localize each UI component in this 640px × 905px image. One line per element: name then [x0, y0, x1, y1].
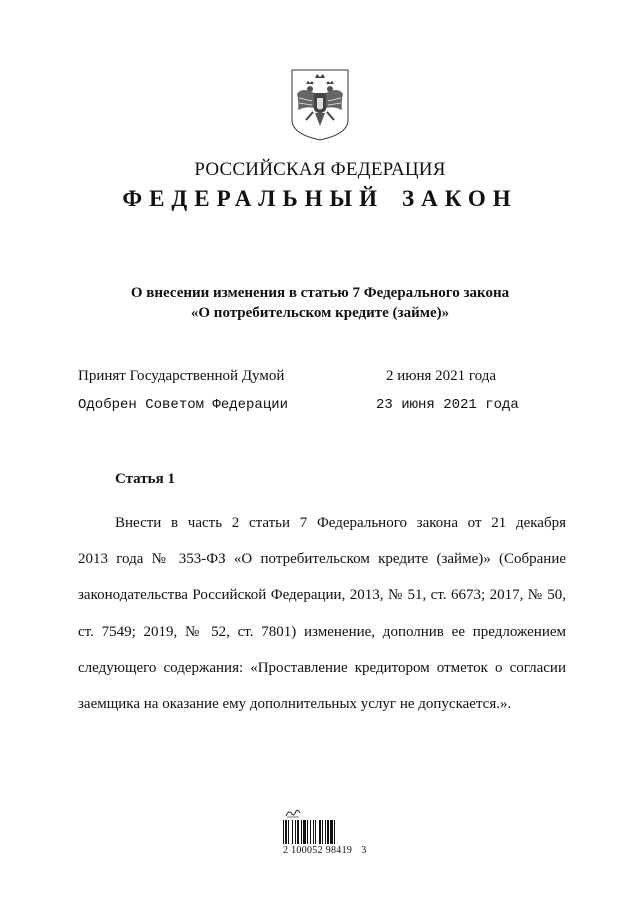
adoption-duma-row: [78, 368, 558, 385]
article-body-line: 2013 года № 353-ФЗ «О потребительском кредите (займе)» (Собрание: [78, 551, 566, 568]
barcode-number: [283, 845, 367, 856]
article-body-line: законодательства Российской Федерации, 2013, № 51, ст. 6673; 2017, № 50,: [78, 587, 566, 604]
barcode-number-digits: 2 100052 98419: [283, 845, 353, 856]
barcode-block: [283, 808, 367, 854]
article-body-line: ст. 7549; 2019, № 52, ст. 7801) изменение, дополнив ее предложением: [78, 623, 566, 640]
approval-council-row: [78, 397, 558, 413]
double-headed-eagle-icon: [288, 68, 352, 142]
country-name: РОССИЙСКАЯ ФЕДЕРАЦИЯ: [194, 159, 446, 180]
adoption-duma-date: 2 июня 2021 года: [386, 368, 497, 384]
barcode-check-digit: 3: [361, 845, 367, 856]
document-type-word-law: ЗАКОН: [402, 186, 518, 211]
article-body-line: заемщика на оказание ему дополнительных услуг не допускается.».: [78, 696, 512, 713]
law-title: [60, 283, 580, 323]
article-body-line: следующего содержания: «Проставление кредитором отметок о согласии: [78, 659, 566, 676]
article-body: [78, 505, 566, 722]
signature-mark-icon: [285, 808, 301, 818]
coat-of-arms-emblem: [288, 68, 352, 142]
law-title-line-2: «О потребительском кредите (займе)»: [190, 305, 450, 321]
document-type-word-federal: ФЕДЕРАЛЬНЫЙ: [122, 186, 385, 211]
document-type-heading: [0, 186, 640, 212]
approval-council-label: Одобрен Советом Федерации: [78, 397, 289, 413]
article-heading: Статья 1: [115, 471, 175, 487]
barcode-icon: [283, 820, 367, 844]
approval-council-date: 23 июня 2021 года: [376, 397, 519, 413]
adoption-duma-label: Принят Государственной Думой: [78, 368, 285, 384]
article-body-line: Внести в часть 2 статьи 7 Федерального закона от 21 декабря: [115, 515, 566, 531]
law-title-line-1: О внесении изменения в статью 7 Федерального закона: [130, 285, 510, 301]
